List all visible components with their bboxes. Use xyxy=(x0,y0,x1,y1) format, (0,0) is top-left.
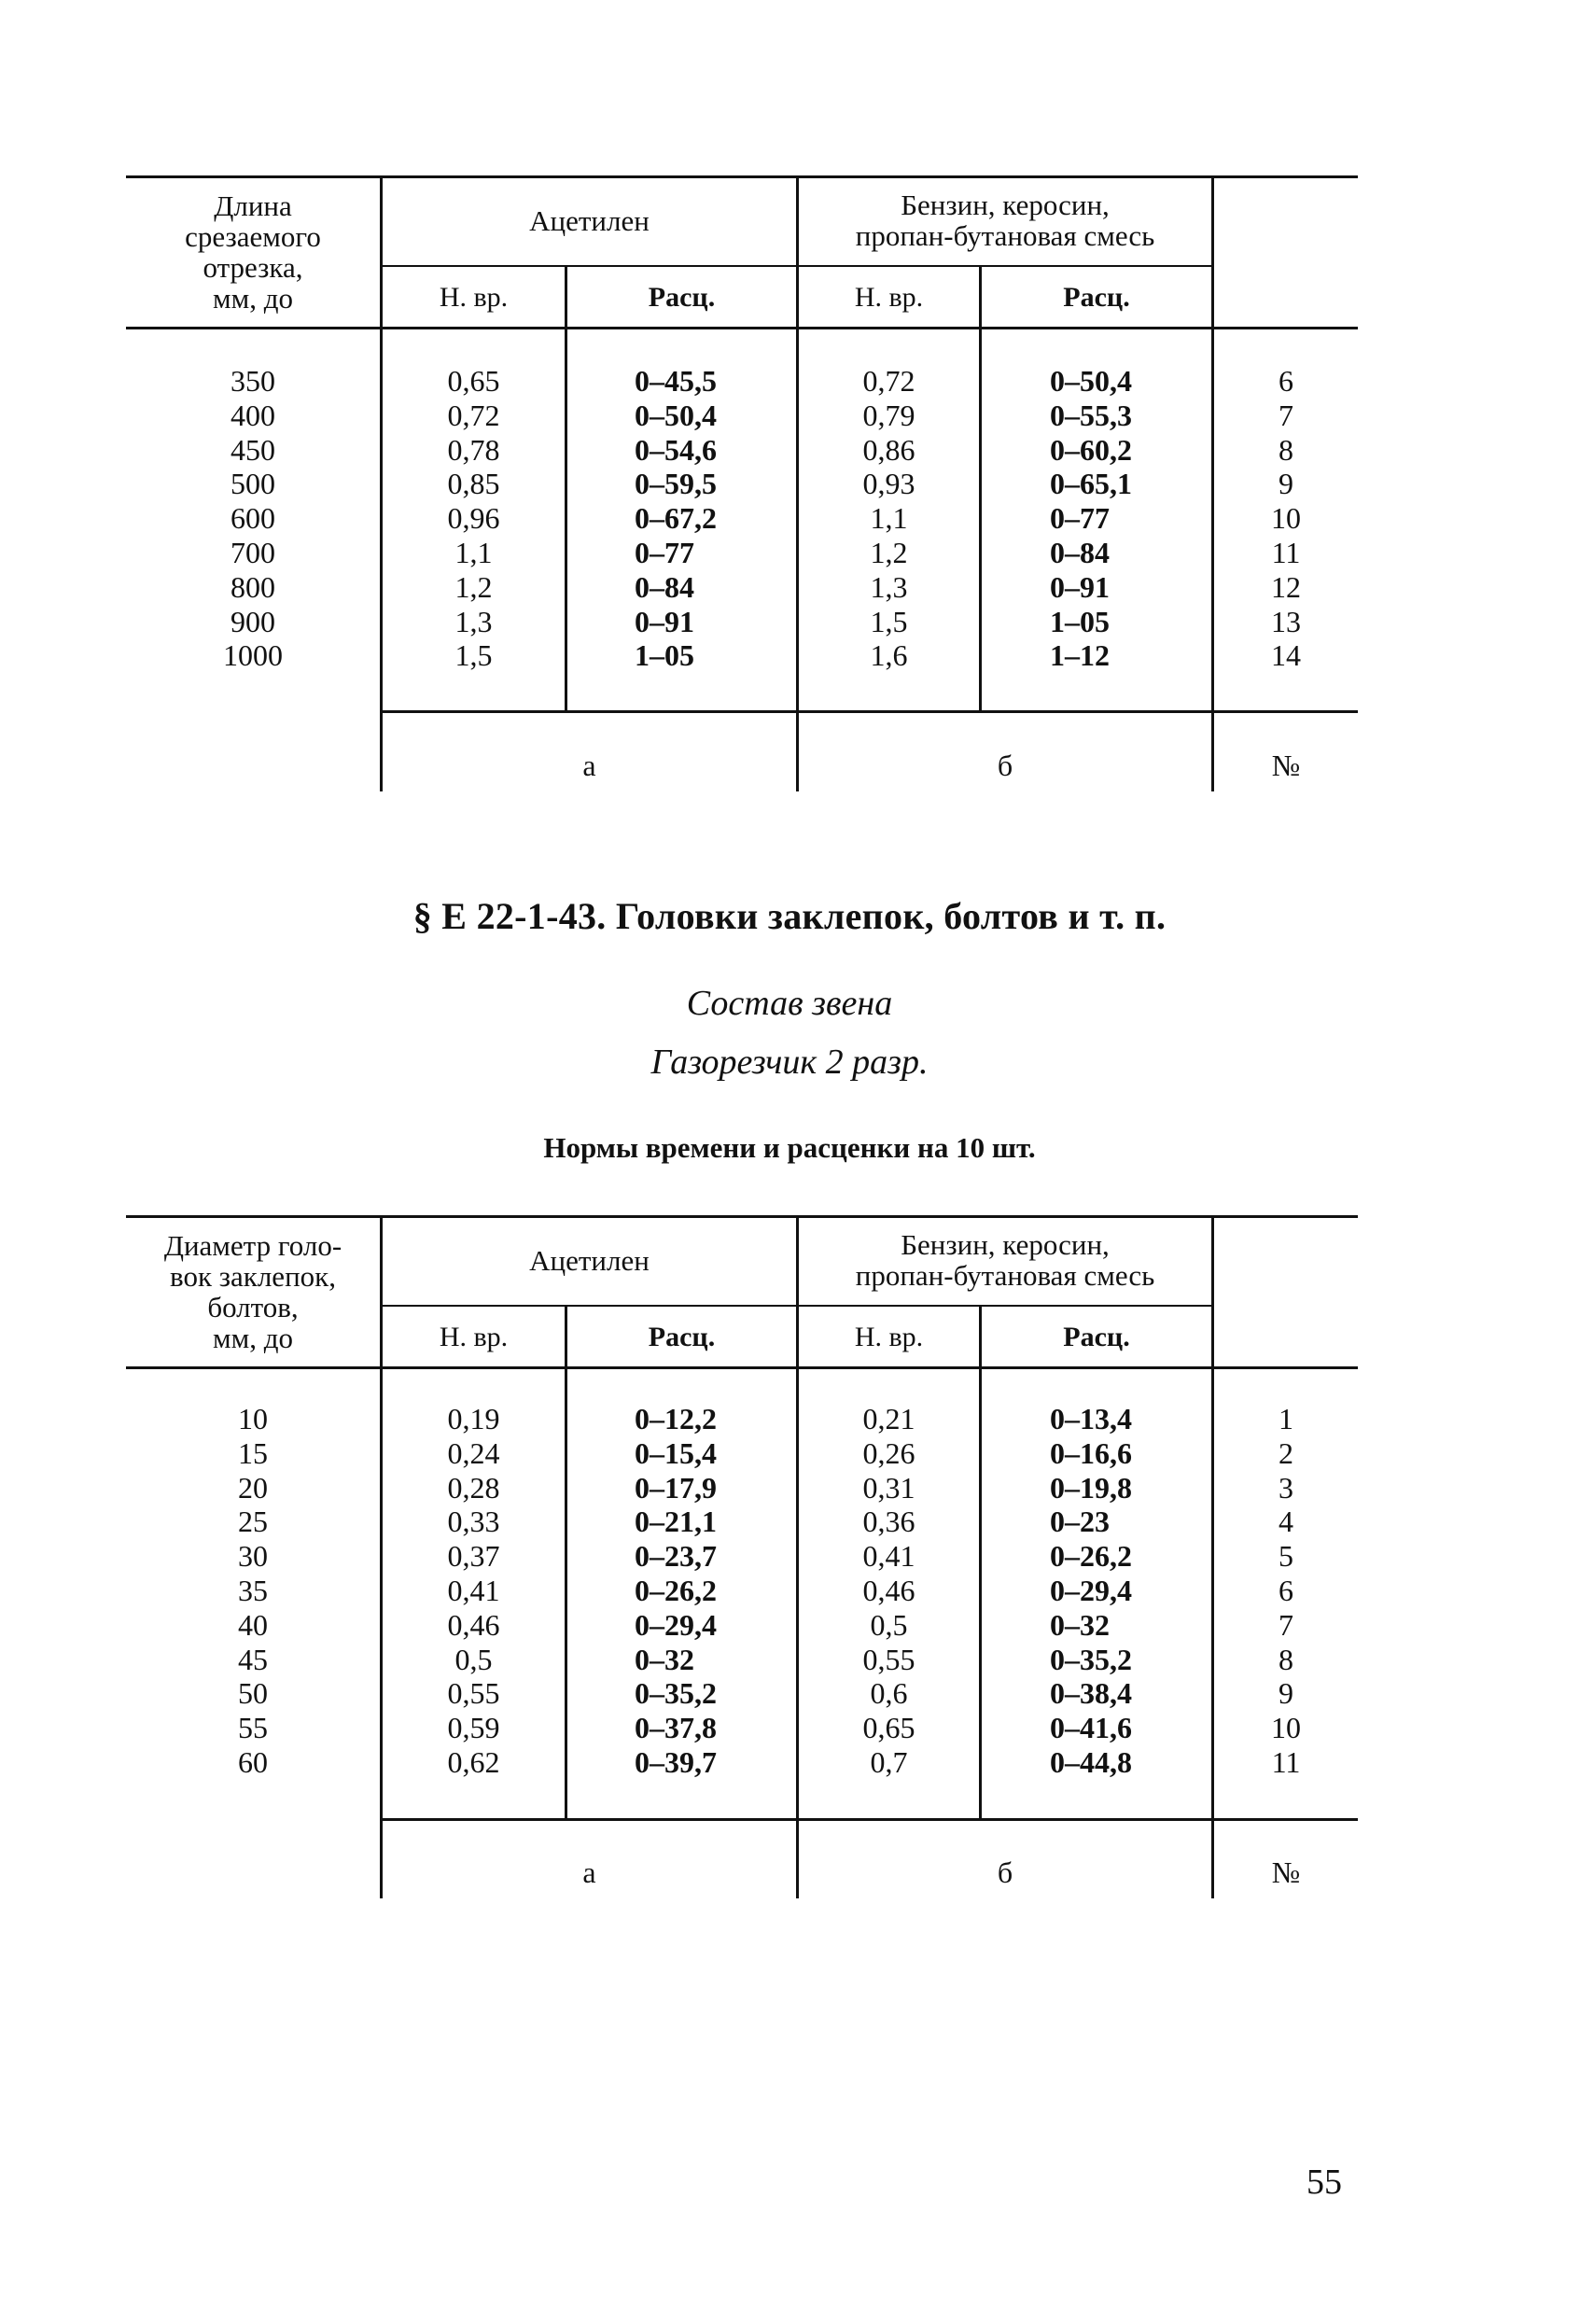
table2-cell: 0–21,1 xyxy=(635,1505,717,1539)
table-2-sub-time-b: Н. вр. xyxy=(854,1321,924,1352)
table1-cell: 0,93 xyxy=(862,467,915,501)
table2-cell: 0,55 xyxy=(447,1676,500,1711)
table2-cell: 0–29,4 xyxy=(635,1607,717,1642)
table2-cell: 0,41 xyxy=(862,1539,915,1574)
table1-cell: 0–91 xyxy=(1050,569,1110,604)
table-1-number-column xyxy=(1214,364,1358,673)
table-1-gasoline-rate-column xyxy=(1050,364,1209,673)
table2-cell: 0–35,2 xyxy=(635,1676,717,1711)
table1-cell: 0–77 xyxy=(1050,501,1110,536)
table2-cell: 0,28 xyxy=(447,1470,500,1505)
table1-cell: 7 xyxy=(1279,398,1293,432)
table1-cell: 11 xyxy=(1271,535,1301,569)
table-1-sub-time-a: Н. вр. xyxy=(439,281,509,313)
table1-cell: 1–05 xyxy=(1050,604,1110,638)
table2-cell: 0–39,7 xyxy=(635,1744,717,1779)
table1-cell: 0,96 xyxy=(447,501,500,536)
table2-cell: 3 xyxy=(1279,1470,1293,1505)
table2-cell: 20 xyxy=(238,1470,268,1505)
page-number: 55 xyxy=(1307,2163,1342,2202)
table2-cell: 0,24 xyxy=(447,1435,500,1470)
table1-cell: 600 xyxy=(231,501,275,536)
table-2-sub-rate-b: Расц. xyxy=(1063,1321,1130,1352)
table1-cell: 1000 xyxy=(223,638,283,673)
table-2-number-column xyxy=(1214,1402,1358,1780)
table2-cell: 55 xyxy=(238,1711,268,1745)
table2-cell: 0,31 xyxy=(862,1470,915,1505)
table2-cell: 0–23 xyxy=(1050,1505,1110,1539)
crew-heading: Состав звена xyxy=(686,984,893,1023)
table1-cell: 0–45,5 xyxy=(635,364,717,398)
table1-cell: 0–55,3 xyxy=(1050,398,1132,432)
table-2-footer-b: б xyxy=(997,1855,1013,1889)
table2-cell: 30 xyxy=(238,1539,268,1574)
table-1-header-rule xyxy=(126,327,1358,329)
table2-cell: 6 xyxy=(1279,1573,1293,1607)
table-2-divider xyxy=(979,1305,982,1818)
table2-cell: 0,19 xyxy=(447,1402,500,1435)
table2-cell: 0,33 xyxy=(447,1505,500,1539)
table1-cell: 800 xyxy=(231,569,275,604)
table1-cell: 0–67,2 xyxy=(635,501,717,536)
table1-cell: 1–12 xyxy=(1050,638,1110,673)
table2-cell: 0–37,8 xyxy=(635,1711,717,1745)
table1-cell: 14 xyxy=(1271,638,1301,673)
table2-cell: 35 xyxy=(238,1573,268,1607)
table2-cell: 5 xyxy=(1279,1539,1293,1574)
table2-cell: 4 xyxy=(1279,1505,1293,1539)
table2-cell: 60 xyxy=(238,1744,268,1779)
table1-cell: 0–50,4 xyxy=(1050,364,1132,398)
table-2-sub-time-a: Н. вр. xyxy=(439,1321,509,1352)
table2-cell: 8 xyxy=(1279,1642,1293,1676)
table2-cell: 0–17,9 xyxy=(635,1470,717,1505)
table2-cell: 7 xyxy=(1279,1607,1293,1642)
table2-cell: 0,5 xyxy=(454,1642,493,1676)
table1-cell: 6 xyxy=(1279,364,1293,398)
table-1-acetylene-header: Ацетилен xyxy=(529,203,650,237)
table-1-acetylene-time-column xyxy=(383,364,565,673)
table-2-divider xyxy=(565,1305,567,1818)
table1-cell: 0,65 xyxy=(447,364,500,398)
table1-cell: 0–91 xyxy=(635,604,694,638)
table2-cell: 40 xyxy=(238,1607,268,1642)
table2-cell: 0,36 xyxy=(862,1505,915,1539)
table-2-acetylene-rate-column xyxy=(635,1402,793,1780)
table1-cell: 12 xyxy=(1271,569,1301,604)
table2-cell: 0–35,2 xyxy=(1050,1642,1132,1676)
table1-cell: 0–60,2 xyxy=(1050,432,1132,467)
table1-cell: 0–84 xyxy=(635,569,694,604)
crew-worker: Газорезчик 2 разр. xyxy=(650,1043,929,1082)
table1-cell: 1,1 xyxy=(870,501,908,536)
table2-cell: 11 xyxy=(1271,1744,1301,1779)
table1-cell: 450 xyxy=(231,432,275,467)
table2-cell: 15 xyxy=(238,1435,268,1470)
table-2-footer-num: № xyxy=(1271,1855,1301,1889)
table-1-footer-a: а xyxy=(582,749,596,782)
table-2-gasoline-header: Бензин, керосин, пропан-бутановая смесь xyxy=(855,1228,1155,1292)
table1-cell: 0,72 xyxy=(447,398,500,432)
table-2-gasoline-rate-column xyxy=(1050,1402,1209,1780)
table1-cell: 0–84 xyxy=(1050,535,1110,569)
table1-cell: 10 xyxy=(1271,501,1301,536)
table-2-diameter-column xyxy=(126,1402,380,1780)
table2-cell: 50 xyxy=(238,1676,268,1711)
table2-cell: 0,46 xyxy=(862,1573,915,1607)
table1-cell: 1,2 xyxy=(454,569,493,604)
table2-cell: 9 xyxy=(1279,1676,1293,1711)
table1-cell: 0,86 xyxy=(862,432,915,467)
table1-cell: 13 xyxy=(1271,604,1301,638)
table2-cell: 10 xyxy=(1271,1711,1301,1745)
table2-cell: 0,26 xyxy=(862,1435,915,1470)
table1-cell: 1,5 xyxy=(454,638,493,673)
table-2-footer-a: а xyxy=(582,1855,596,1889)
table1-cell: 400 xyxy=(231,398,275,432)
table2-cell: 0–32 xyxy=(635,1642,694,1676)
table1-cell: 500 xyxy=(231,467,275,501)
table1-cell: 0,72 xyxy=(862,364,915,398)
table1-cell: 1,1 xyxy=(454,535,493,569)
table2-cell: 45 xyxy=(238,1642,268,1676)
table-1-footer-num: № xyxy=(1271,749,1301,782)
table1-cell: 0,79 xyxy=(862,398,915,432)
table1-cell: 1,3 xyxy=(454,604,493,638)
table2-cell: 0,5 xyxy=(870,1607,908,1642)
table2-cell: 0–13,4 xyxy=(1050,1402,1132,1435)
table-1-col-length-header: Длина срезаемого отрезка, мм, до xyxy=(185,189,321,315)
table2-cell: 2 xyxy=(1279,1435,1293,1470)
table2-cell: 0–15,4 xyxy=(635,1435,717,1470)
table2-cell: 0–29,4 xyxy=(1050,1573,1132,1607)
table2-cell: 0,37 xyxy=(447,1539,500,1574)
table2-cell: 0–32 xyxy=(1050,1607,1110,1642)
table2-cell: 0,7 xyxy=(870,1744,908,1779)
table-1-divider xyxy=(979,265,982,710)
table2-cell: 25 xyxy=(238,1505,268,1539)
table1-cell: 0–50,4 xyxy=(635,398,717,432)
table2-cell: 10 xyxy=(238,1402,268,1435)
table1-cell: 8 xyxy=(1279,432,1293,467)
table2-cell: 0,41 xyxy=(447,1573,500,1607)
table2-cell: 1 xyxy=(1279,1402,1293,1435)
table1-cell: 0–77 xyxy=(635,535,694,569)
table2-cell: 0–26,2 xyxy=(635,1573,717,1607)
table1-cell: 9 xyxy=(1279,467,1293,501)
table-2-acetylene-time-column xyxy=(383,1402,565,1780)
table2-cell: 0,59 xyxy=(447,1711,500,1745)
table-1-footer-b: б xyxy=(997,749,1013,782)
table2-cell: 0,55 xyxy=(862,1642,915,1676)
table1-cell: 1,6 xyxy=(870,638,908,673)
table-1-length-column xyxy=(126,364,380,673)
table2-cell: 0–12,2 xyxy=(635,1402,717,1435)
table-2-sub-rate-a: Расц. xyxy=(648,1321,716,1352)
table2-cell: 0,6 xyxy=(870,1676,908,1711)
table2-cell: 0,62 xyxy=(447,1744,500,1779)
table-2-acetylene-header: Ацетилен xyxy=(529,1243,650,1277)
table-2-header-rule xyxy=(126,1366,1358,1369)
table-2-col-diameter-header: Диаметр голо- вок заклепок, болтов, мм, до xyxy=(163,1229,342,1354)
table-1-sub-time-b: Н. вр. xyxy=(854,281,924,313)
table1-cell: 350 xyxy=(231,364,275,398)
table1-cell: 1,2 xyxy=(870,535,908,569)
table2-cell: 0–41,6 xyxy=(1050,1711,1132,1745)
table-1-sub-rate-a: Расц. xyxy=(648,281,716,313)
table1-cell: 900 xyxy=(231,604,275,638)
table-1-gasoline-header: Бензин, керосин, пропан-бутановая смесь xyxy=(855,189,1155,252)
table2-cell: 0,65 xyxy=(862,1711,915,1745)
table1-cell: 0,85 xyxy=(447,467,500,501)
table1-cell: 0,78 xyxy=(447,432,500,467)
table1-cell: 700 xyxy=(231,535,275,569)
table1-cell: 0–65,1 xyxy=(1050,467,1132,501)
table1-cell: 0–54,6 xyxy=(635,432,717,467)
table2-cell: 0–44,8 xyxy=(1050,1744,1132,1779)
table-2-gasoline-time-column xyxy=(799,1402,979,1780)
table1-cell: 1,3 xyxy=(870,569,908,604)
table1-cell: 1–05 xyxy=(635,638,694,673)
table2-cell: 0,21 xyxy=(862,1402,915,1435)
table-1-gasoline-time-column xyxy=(799,364,979,673)
norms-caption: Нормы времени и расценки на 10 шт. xyxy=(543,1131,1036,1164)
section-title: § Е 22-1-43. Головки заклепок, болтов и т. п. xyxy=(412,895,1167,937)
table2-cell: 0–26,2 xyxy=(1050,1539,1132,1574)
table2-cell: 0–38,4 xyxy=(1050,1676,1132,1711)
table2-cell: 0–19,8 xyxy=(1050,1470,1132,1505)
table-1-sub-rate-b: Расц. xyxy=(1063,281,1130,313)
table-1-acetylene-rate-column xyxy=(635,364,793,673)
table-1-divider xyxy=(565,265,567,710)
table1-cell: 0–59,5 xyxy=(635,467,717,501)
table2-cell: 0–23,7 xyxy=(635,1539,717,1574)
table2-cell: 0,46 xyxy=(447,1607,500,1642)
table2-cell: 0–16,6 xyxy=(1050,1435,1132,1470)
table1-cell: 1,5 xyxy=(870,604,908,638)
